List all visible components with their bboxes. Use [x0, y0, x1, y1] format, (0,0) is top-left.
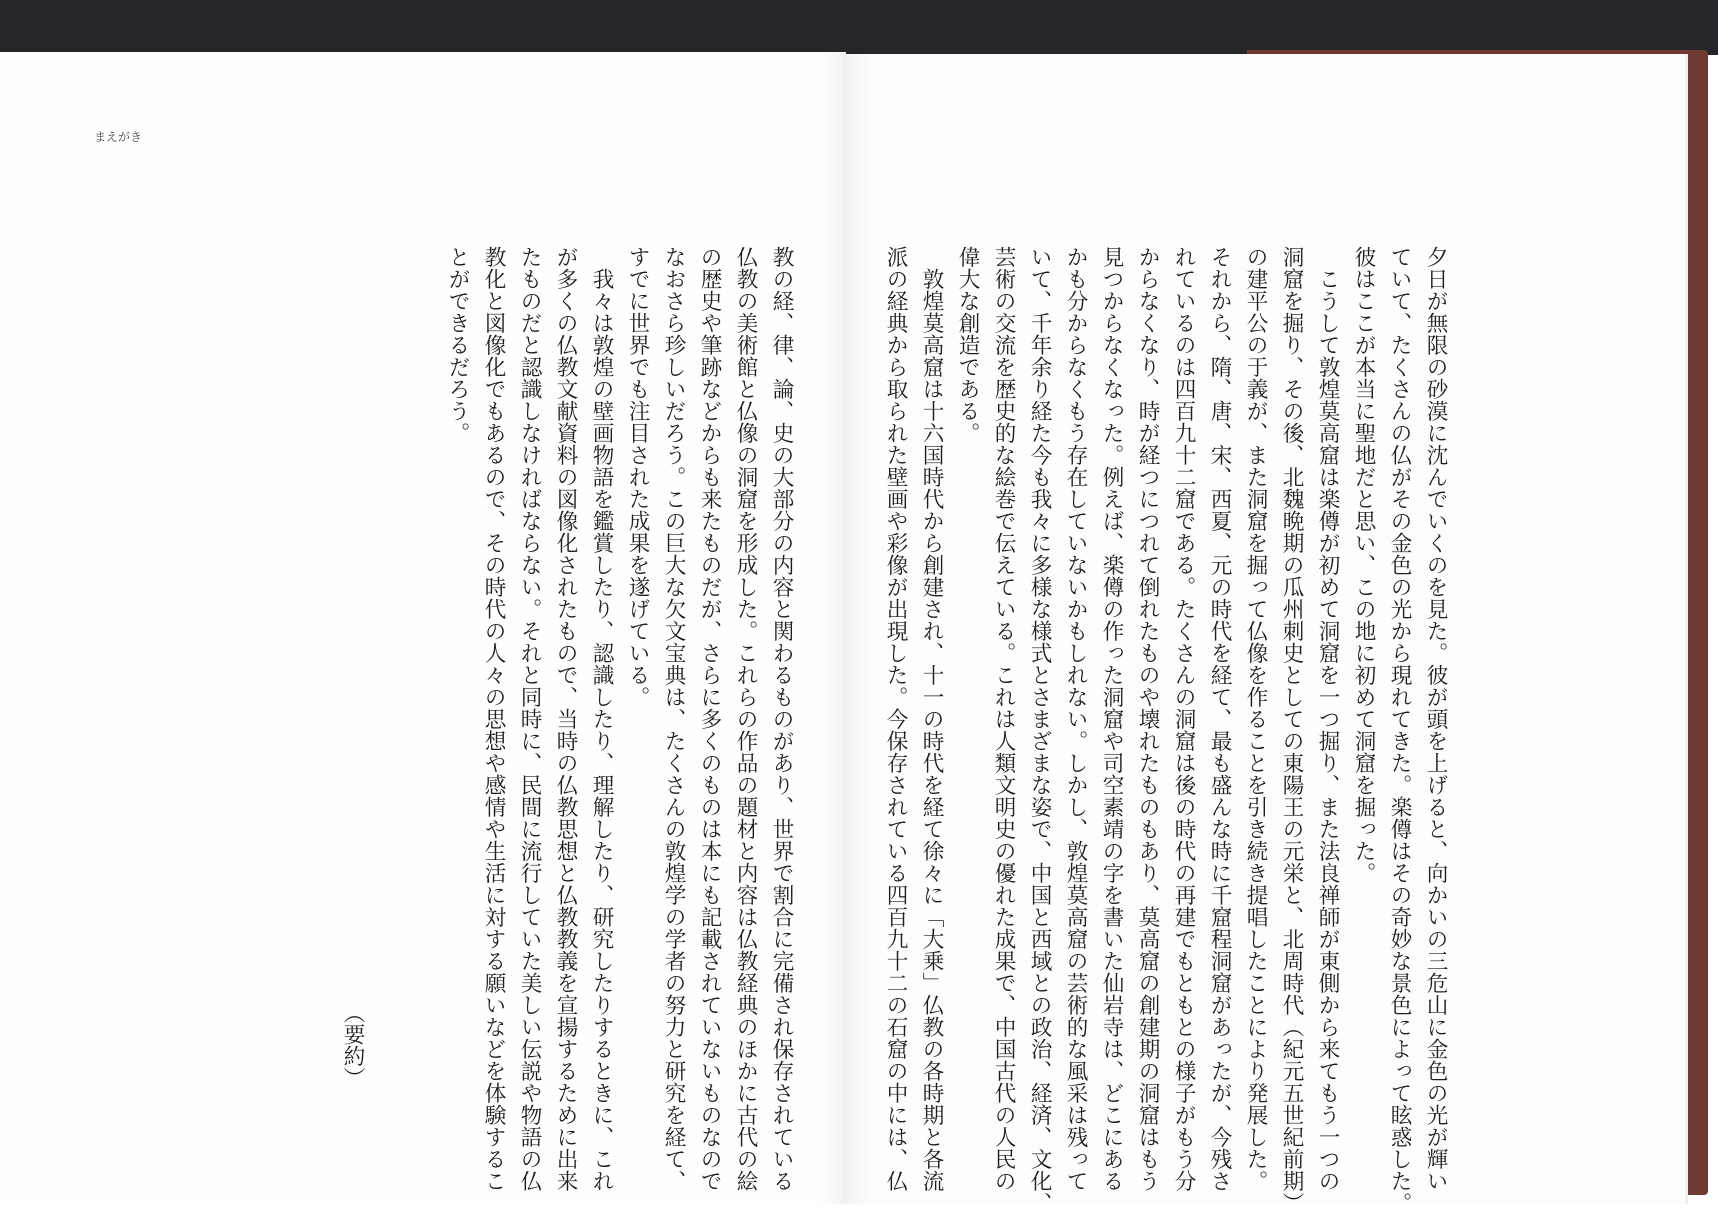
text-line: こうして敦煌莫高窟は楽僔が初めて洞窟を一つ掘り、また法良禅師が東側から来てもう一つの	[1315, 246, 1340, 1192]
text-line: 派の経典から取られた壁画や彩像が出現した。今保存されている四百九十二の石窟の中には、仏	[883, 246, 908, 1192]
scanner-top-band	[0, 0, 1718, 55]
text-line: 夕日が無限の砂漠に沈んでいくのを見た。彼が頭を上げると、向かいの三危山に金色の光が輝い	[1423, 246, 1448, 1192]
book-gutter	[820, 52, 870, 1204]
text-line: かも分からなくもう存在していないかもしれない。しかし、敦煌莫高窟の芸術的な風采は残って	[1063, 246, 1088, 1192]
text-line: すでに世界でも注目された成果を遂げている。	[625, 246, 650, 708]
text-line: 我々は敦煌の壁画物語を鑑賞したり、認識したり、理解したり、研究したりするときに、これ	[589, 246, 614, 1192]
text-line: 洞窟を掘り、その後、北魏晩期の瓜州刺史としての東陽王の元栄と、北周時代（紀元五世紀前期）	[1279, 246, 1304, 1214]
text-line: いて、千年余り経た今も我々に多様な様式とさまざまな姿で、中国と西域との政治、経済、文化、	[1027, 246, 1052, 1214]
text-line: 彼はここが本当に聖地だと思い、この地に初めて洞窟を掘った。	[1351, 246, 1376, 884]
text-line: 教の経、律、論、史の大部分の内容と関わるものがあり、世界で割合に完備され保存されている	[769, 246, 794, 1192]
text-line: 偉大な創造である。	[955, 246, 980, 444]
text-line: とができるだろう。	[445, 246, 470, 444]
text-line: 見つからなくなった。例えば、楽僔の作った洞窟や司空素靖の字を書いた仙岩寺は、どこにある	[1099, 246, 1124, 1192]
text-line: の歴史や筆跡などからも来たものだが、さらに多くのものは本にも記載されていないものなので	[697, 246, 722, 1192]
text-line: 芸術の交流を歴史的な絵巻で伝えている。これは人類文明史の優れた成果で、中国古代の人民の	[991, 246, 1016, 1192]
text-line: が多くの仏教文献資料の図像化されたもので、当時の仏教思想と仏教教義を宣揚するために出来	[553, 246, 578, 1192]
text-line: 仏教の美術館と仏像の洞窟を形成した。これらの作品の題材と内容は仏教経典のほかに古代の絵	[733, 246, 758, 1192]
text-line: それから、隋、唐、宋、西夏、元の時代を経て、最も盛んな時に千窟程洞窟があったが、今残さ	[1207, 246, 1232, 1192]
text-line: 敦煌莫高窟は十六国時代から創建され、十一の時代を経て徐々に「大乗」仏教の各時期と各流	[919, 246, 944, 1192]
text-line: れているのは四百九十二窟である。たくさんの洞窟は後の時代の再建でもともとの様子がもう分	[1171, 246, 1196, 1192]
text-line: たものだと認識しなければならない。それと同時に、民間に流行していた美しい伝説や物語の仏	[517, 246, 542, 1192]
text-line: ていて、たくさんの仏がその金色の光から現れてきた。楽僔はその奇妙な景色によって眩惑した。	[1387, 246, 1412, 1214]
running-header: まえがき	[94, 130, 143, 144]
text-line: の建平公の于義が、また洞窟を掘って仏像を作ることを引き続き提唱したことにより発展した。	[1243, 246, 1268, 1192]
summary-note: （要約）	[340, 1002, 365, 1089]
text-line: からなくなり、時が経つにつれて倒れたものや壊れたものもあり、莫高窟の創建期の洞窟はもう	[1135, 246, 1160, 1192]
text-line: 教化と図像化でもあるので、その時代の人々の思想や感情や生活に対する願いなどを体験するこ	[481, 246, 506, 1192]
text-line: なおさら珍しいだろう。この巨大な欠文宝典は、たくさんの敦煌学の学者の努力と研究を経て、	[661, 246, 686, 1192]
